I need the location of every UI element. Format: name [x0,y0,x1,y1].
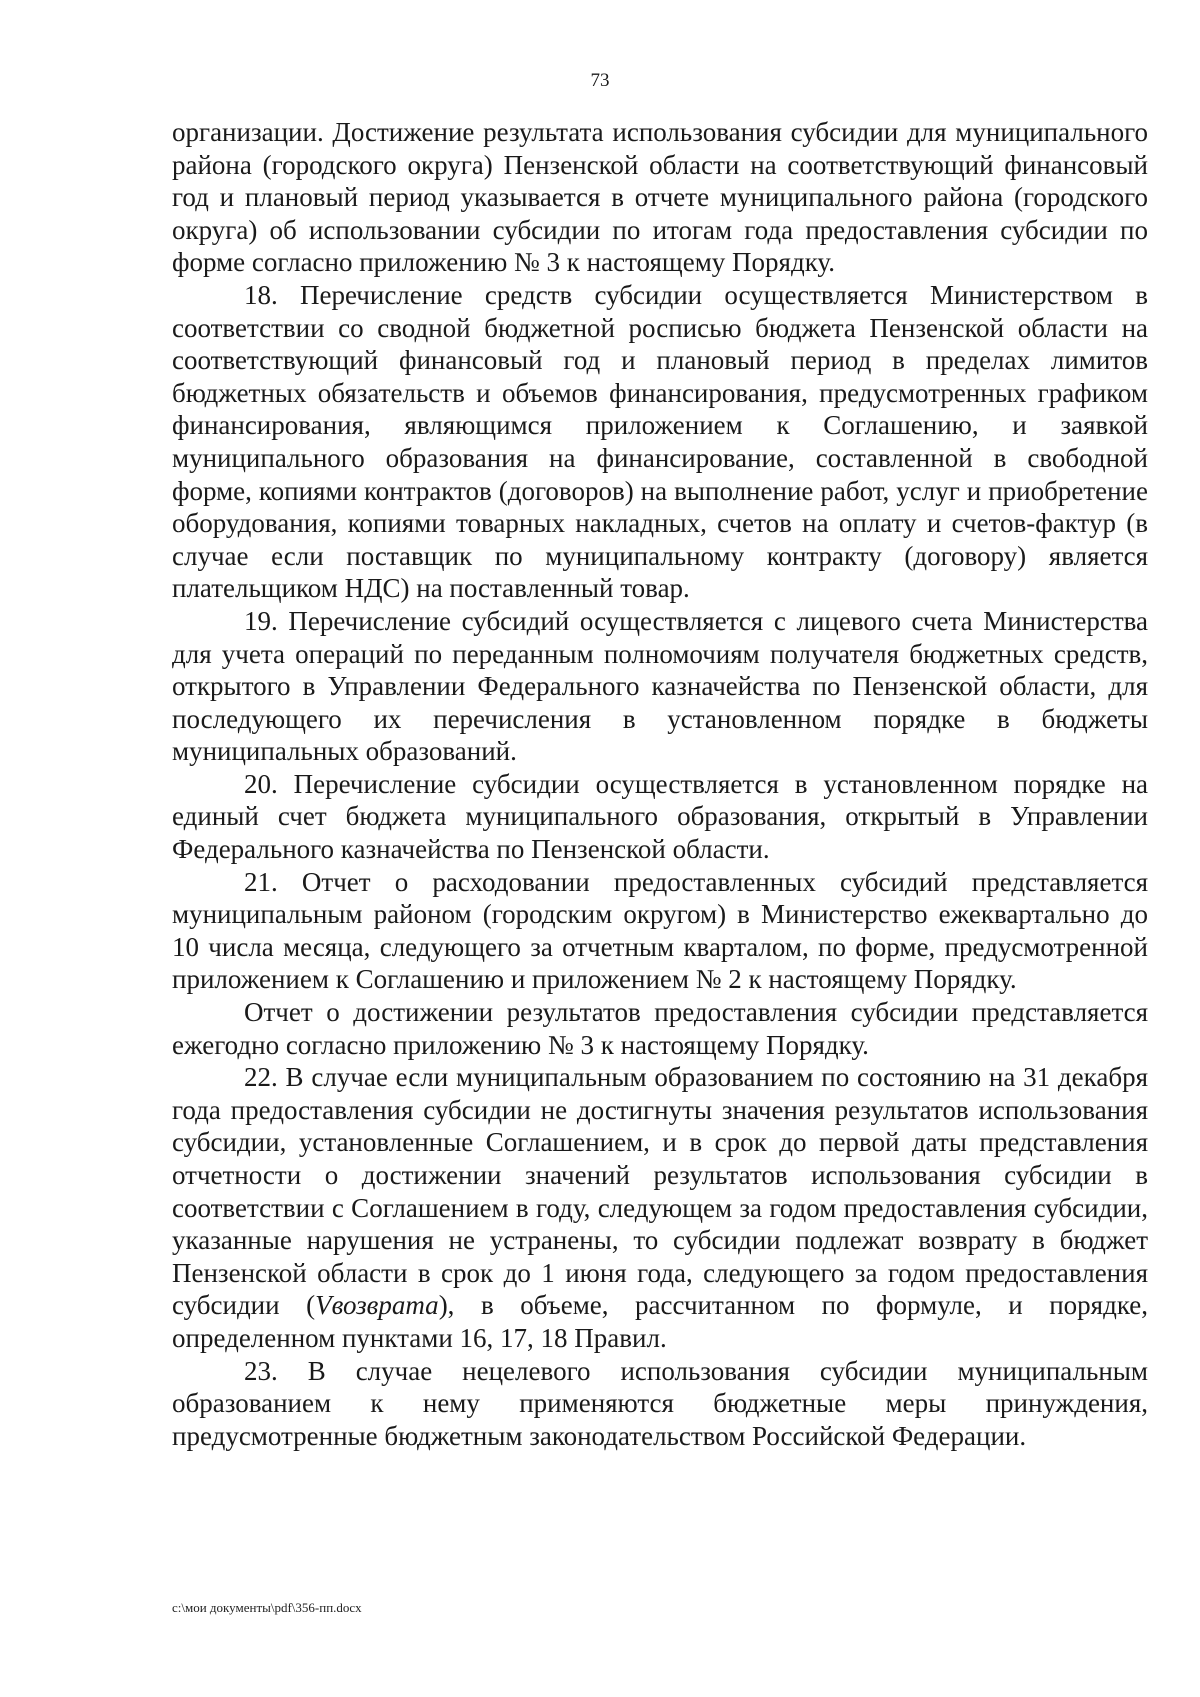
paragraph-22-text: 22. В случае если муниципальным образованием по состоянию на 31 декабря года предоставления субсидии не достигнуты значения результатов использования субсидии, установленные Соглашением, и в срок до первой даты представления отчетности о достижении значений результатов использования субсидии в соответствии с Соглашением в году, следующем за годом предоставления субсидии, указанные нарушения не устранены, то субсидии подлежат возврату в бюджет Пензенской области в срок до 1 июня года, следующего за годом предоставления субсидии ( [172,1062,1148,1321]
paragraph-18: 18. Перечисление средств субсидии осуществляется Министерством в соответствии со сводной бюджетной росписью бюджета Пензенской области на соответствующий финансовый год и плановый период в пределах лимитов бюджетных обязательств и объемов финансирования, предусмотренных графиком финансирования, являющимся приложением к Соглашению, и заявкой муниципального образования на финансирование, составленной в свободной форме, копиями контрактов (договоров) на выполнение работ, услуг и приобретение оборудования, копиями товарных накладных, счетов на оплату и счетов-фактур (в случае если поставщик по муниципальному контракту (договору) является плательщиком НДС) на поставленный товар. [172,279,1148,604]
paragraph-20: 20. Перечисление субсидии осуществляется в установленном порядке на единый счет бюджета муниципального образования, открытый в Управлении Федерального казначейства по Пензенской области. [172,768,1148,865]
paragraph-22-formula-var: Vвозврата [315,1290,439,1321]
paragraph-19: 19. Перечисление субсидий осуществляется с лицевого счета Министерства для учета операций по переданным полномочиям получателя бюджетных средств, открытого в Управлении Федерального казначейства по Пензенской области, для последующего их перечисления в установленном порядке в бюджеты муниципальных образований. [172,605,1148,767]
page-number: 73 [590,70,610,91]
paragraph-continuation: организации. Достижение результата использования субсидии для муниципального района (городского округа) Пензенской области на соответствующий финансовый год и плановый период указывается в отчете муниципального района (городского округа) об использовании субсидии по итогам года предоставления субсидии по форме согласно приложению № 3 к настоящему Порядку. [172,117,1148,278]
paragraph-21-report: Отчет о достижении результатов предоставления субсидии представляется ежегодно согласно приложению № 3 к настоящему Порядку. [172,997,1148,1060]
document-body [172,116,1148,1452]
paragraph-23: 23. В случае нецелевого использования субсидии муниципальным образованием к нему применяются бюджетные меры принуждения, предусмотренные бюджетным законодательством Российской Федерации. [172,1355,1148,1451]
paragraph-21: 21. Отчет о расходовании предоставленных субсидий представляется муниципальным районом (городским округом) в Министерство ежеквартально до 10 числа месяца, следующего за отчетным кварталом, по форме, предусмотренной приложением к Соглашению и приложением № 2 к настоящему Порядку. [172,866,1148,995]
footer-file-path: c:\мои документы\pdf\356-пп.docx [172,1600,362,1615]
paragraph-22-tail: ), в объеме, рассчитанном по формуле, и порядке, определенном пунктами 16, 17, 18 Правил. [172,1290,1149,1353]
paragraph-22 [172,1061,1148,1354]
